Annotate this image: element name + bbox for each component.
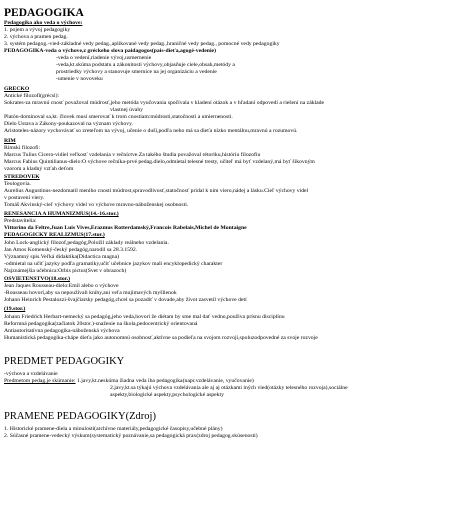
text-line: Antiautoritatívna pedagogika-náboženská výchova [4,328,120,334]
text-line: Platón-dominoval sa,kt. človek musí smerovať k trom cnostiam:múdrosti,statočnosti a umiernenosti. [4,114,233,120]
intro-item: 1. pojem a vývoj pedagogiky [4,27,71,33]
text-line: Johann Heinrich Pestalozzi-švajčiarsky pedagóg,chcel sa pozadiť v dovade,aby život zasvetil výchove detí [4,297,247,303]
predmet-label: Predmetom pedag.je skúmanie: [4,378,76,384]
text-line: v postavení viery. [4,195,45,201]
text-line: vzorom a kladný vzťah deťom [4,166,74,172]
text-line: Najznámejšia učebnica:Orbis pictus(Svet v obrazoch) [4,268,127,274]
definition-line: PEDAGOGIKA-veda o výchove,z gréckeho slova paidagogos(pais-dieťa,agogé-vedenie) [4,48,216,54]
text-line: Jan Amos Komenský-český pedagóg,narodil sa 28.3.1592. [4,247,138,253]
definition-subline: prostriedky výchovy a stanovuje smernice na jej organizáciu a vedenie [56,69,217,75]
text-line: Reformná pedagogika(začiatok 20stor.)-snaženie na škola,pedocentrický orientovaná [4,321,198,327]
definition-subline: -umenie v novoveku [56,76,103,82]
text-line: -Rousseau hovorí,aby sa nepoužívali knihy,ani veľa mujimavých myšlienok [4,290,177,296]
text-line: aspekty,biologické aspekty,psychologické aspekty [110,392,224,398]
section-heading-rim: RÍM [4,138,16,144]
section-heading-osvietenstvo: OSVIETENSTVO(18.stor.) [4,276,71,282]
text-line: vlastnej úvahy [110,107,144,113]
text-line: 1. Historické pramene-diela a minulosti(archívne materiály,pedagogické časopisy,učebné plány) [4,426,223,432]
definition-subline: -veda,kt.skúma podstatu a zákonitosti výchovy,objasňuje ciele,obsah,metódy a [56,62,235,68]
definition-subline: -veda o vedení,riadenie vývoj,usmernenie [56,55,152,61]
text-line: 2.javy,kt.sa týkajú výchova vzdelávania ale aj aj otázkami iných vied(otázky telesného rozvoja),sociálne [110,385,348,391]
section-heading-renesancia: RENESANCIA A HUMANIZMUS(14.-16.stor.) [4,211,119,217]
section-heading-realizmus: PEDAGOGICKÝ REALIZMUS(17.stor.) [4,232,105,238]
text-line: Marcus Fabius Quintilianus-dielo:O výchove rečníka-prvé pedag.dielo,odmietal telesné tresty, učiteľ má byť vzdelaný,má byť šikovným [4,159,315,165]
text-line: Antické filozofi(grécsi): [4,93,60,99]
text-line: -odmietal na učiť jazyky podľa gramatiky,učiť učebnice jazykov mali encyklopedický charakter [4,261,223,267]
intro-item: 2. výchova a pramen pedag. [4,34,68,40]
section-heading-grecko: GRÉCKO [4,86,30,92]
text-line: Tomáš Akvinský-cieľ výchovy videl vo výchove mravno-náboženskej osobnosti. [4,202,189,208]
text-line: Aristoteles-názory vychovávať so zreteľom na vývoj, učenie o duši,podľa neho má sa dieťa nízko mentálnu,mravnú a rozumovú. [4,128,298,134]
text-line: Humanistická pedagogika-chápe dieťa jako autonomnú osobnosť,aktívne sa podieľa na svojom rozvoji,spoluzodpovedné za svoje rozvoje [4,335,318,341]
text-line: Významný spis.Veľká didaktika(Didactica magna) [4,254,120,260]
text-line: 2. Súčasné pramene-vedecký výskum(systematický poznávanie,sa pedagogická prax(zdroj pedagog.skúsenosti) [4,433,258,439]
intro-heading: Pedagogika ako veda o výchove: [4,20,83,26]
text-line: Vittorino da Feltre,Juan Luis Vives,Erazmus Rotterdamský,Francois Rabelais,Michel de Montaigne [4,225,247,231]
section-heading-stredovek: STREDOVEK [4,174,40,180]
text-line: Marcus Tulius Cicero-vidiel veľkosť vzdelania v rečníctve.Za takého študia považoval rétoriku,históriu filozofiu [4,152,261,158]
text-line: Johann Friedrich Herbart-nemecký sa pedagóg,jeho veda,hovorí že diétam by sme mal dať vedno,použiva prísnu disciplínu [4,314,285,320]
text-line: Rímski filozofi: [4,145,41,151]
intro-item: 3. systém pedagog.-vied-základné vedy pedag.,aplikované vedy pedag.,hraničné vedy pedag., pomocné vedy pedagogiky [4,41,280,47]
text-line: Teologovia. [4,181,31,187]
text-line: Aurelius Augustinus-nezdomatil meniho cnosti múdrost,spravodlivosť,statočnosť pridal k nim vieru,nádej a lásku.Cieľ výchovy videl [4,188,309,194]
section-heading-predmet: PREDMET PEDAGOGIKY [4,356,125,367]
text-line: Jean Jaques Rousseau-dielo:Emil alebo o výchove [4,283,119,289]
document-title: PEDAGOGIKA [4,7,84,19]
section-heading-pramene: PRAMENE PEDAGOGIKY(Zdroj) [4,411,156,422]
text-line: John Lock-anglický filozof,pedagóg,Položil základy reálneho vzdelania. [4,240,169,246]
text-line: Dielo Ústava a Zákony-poukazoval na význam výchovy. [4,121,133,127]
section-heading-19-century: (19.stor.) [4,306,26,312]
text-line: Predstavitelia: [4,218,37,224]
predmet-item-1: 1.javy,kt.neskúma žiadna veda iba pedagogika(napr.vzdelávanie, vyučovanie) [76,378,254,384]
text-line: Sokrates-za mravnú cnosť považoval múdrosť,jeho metóda vyučovania spočívala v kladení otázok a v hľadaní odpovedí a riešení na základe [4,100,325,106]
text-line: -výchova a vzdelávanie [4,371,58,377]
text-line [4,378,457,385]
